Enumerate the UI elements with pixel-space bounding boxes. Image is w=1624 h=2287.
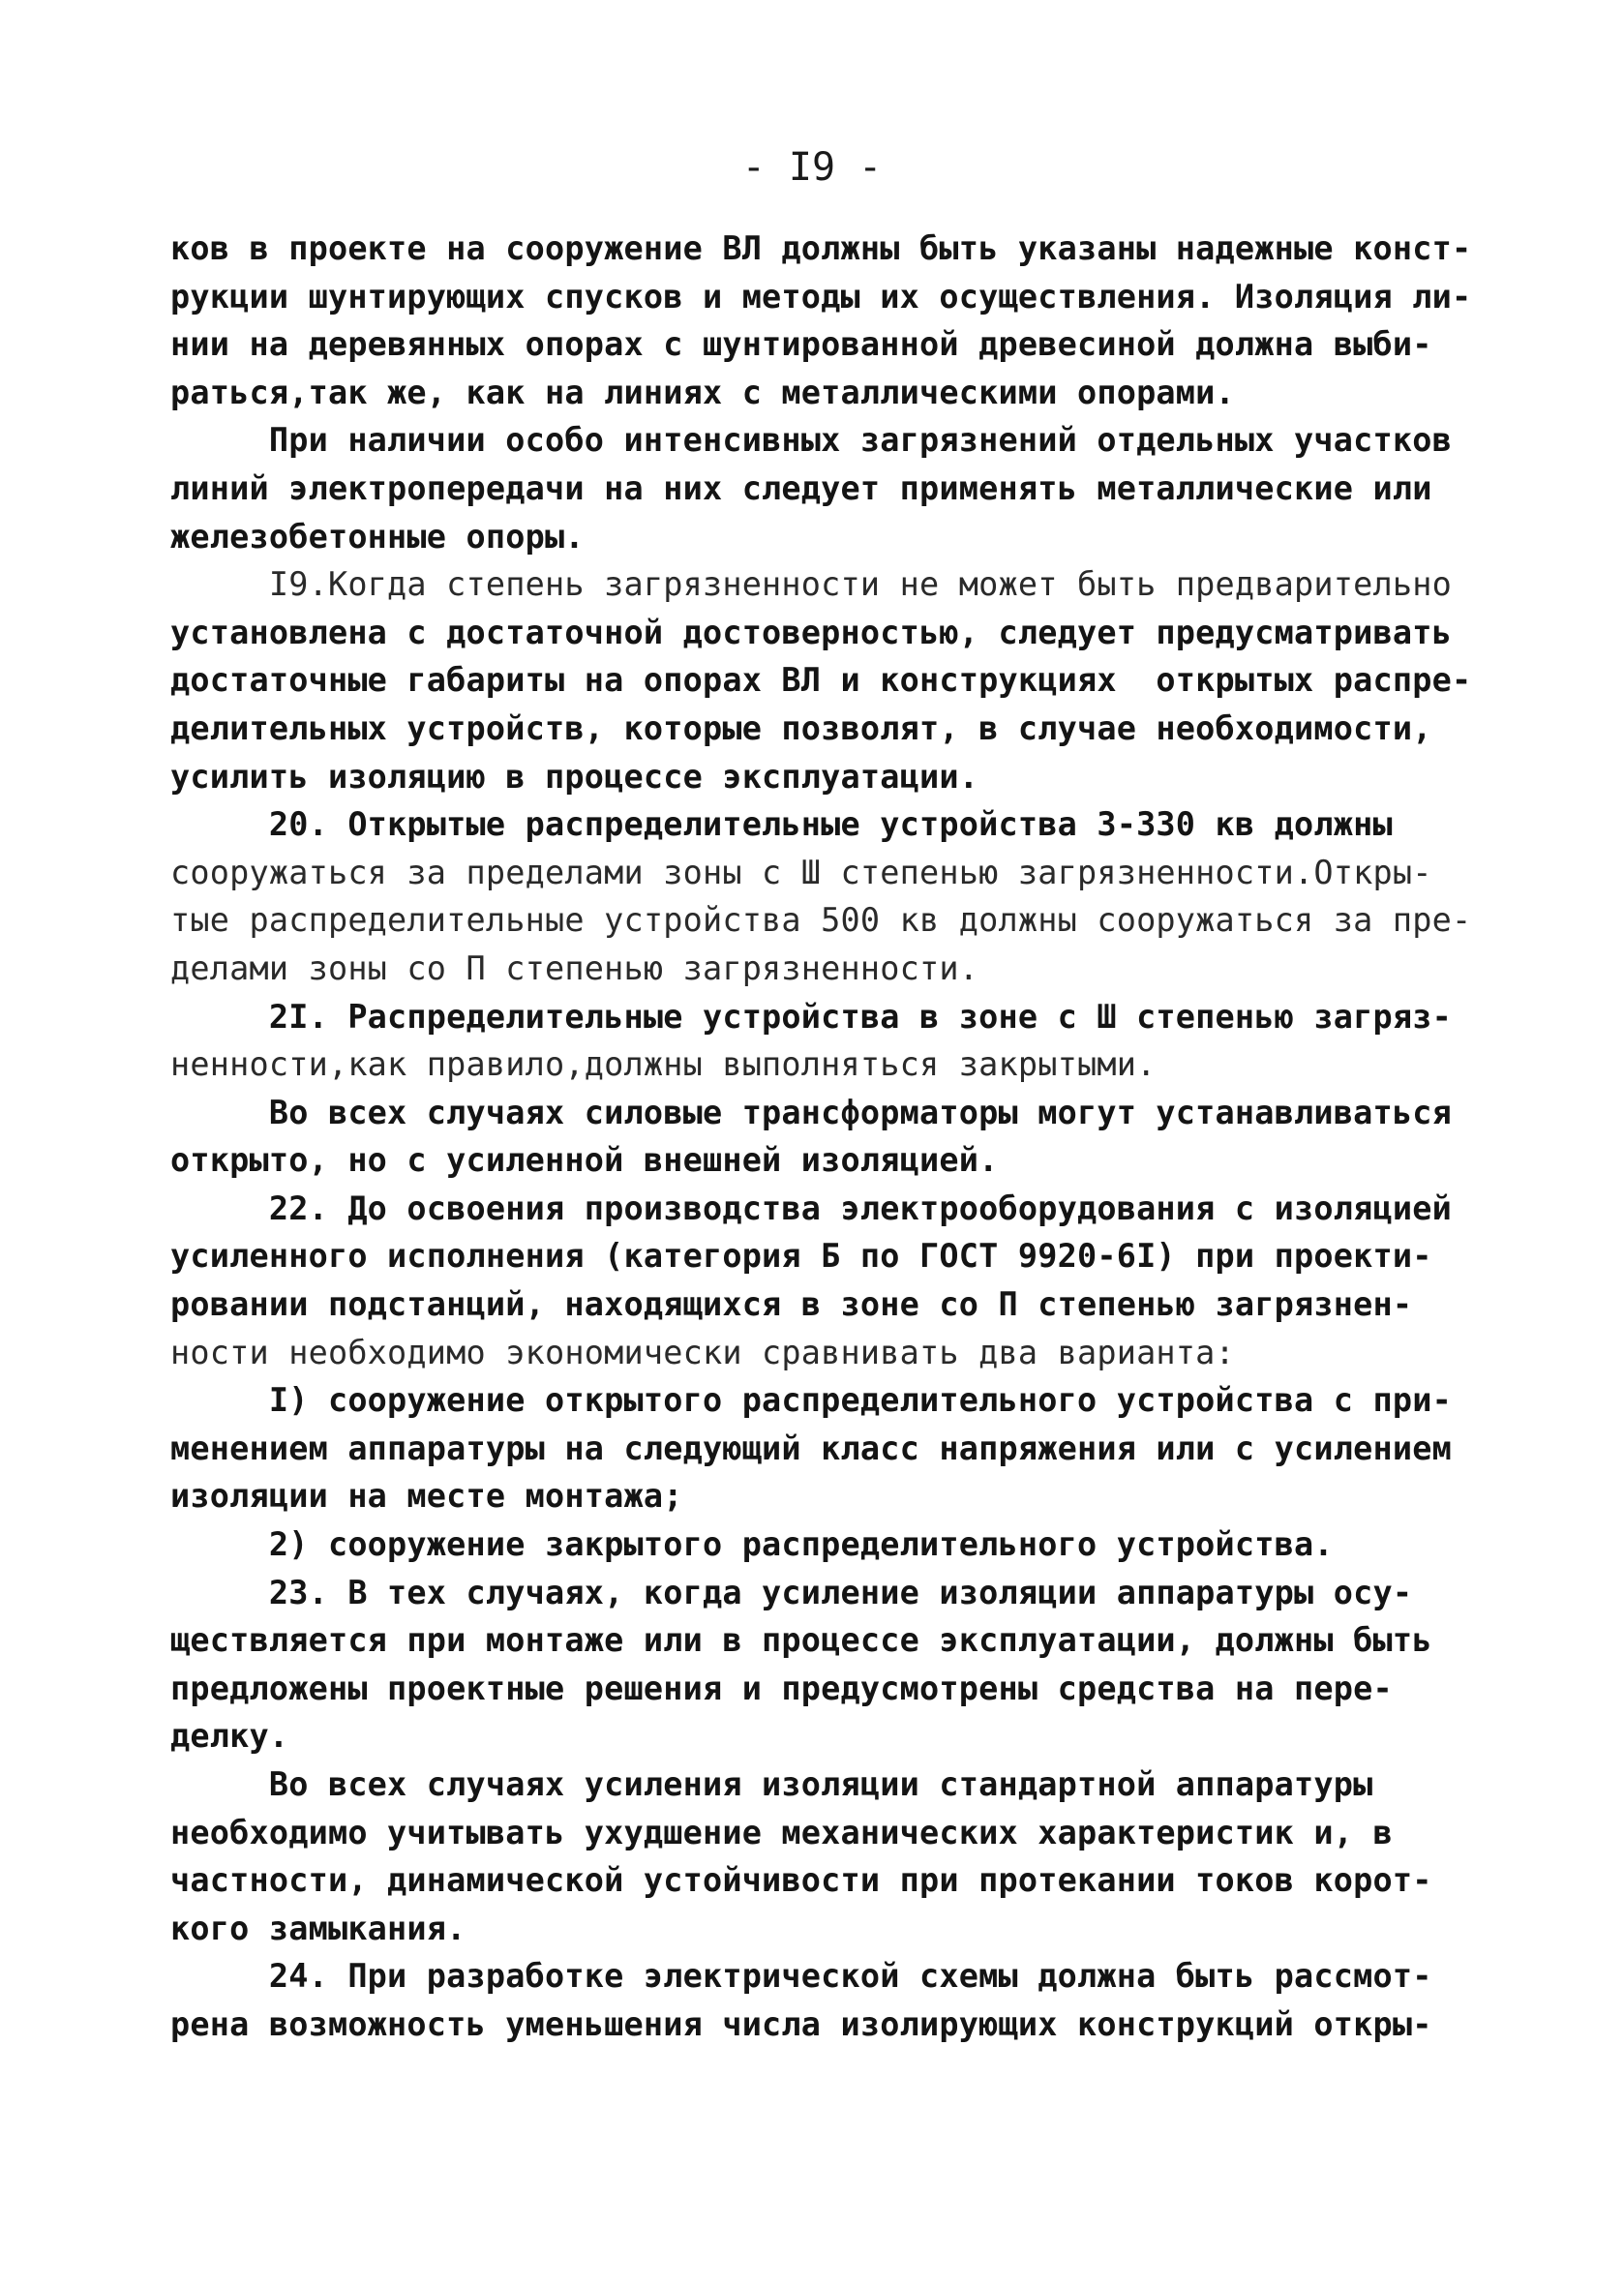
text-line: При наличии особо интенсивных загрязнений отдельных участков xyxy=(170,421,1452,460)
text-line: установлена с достаточной достоверностью, следует предусматривать xyxy=(170,613,1452,651)
text-line: рукции шунтирующих спусков и методы их осуществления. Изоляция ли- xyxy=(170,277,1472,316)
text-line: делку. xyxy=(170,1717,289,1756)
text-line: Во всех случаях усиления изоляции стандартной аппаратуры xyxy=(170,1765,1373,1803)
text-line: делами зоны со П степенью загрязненности. xyxy=(170,948,979,987)
text-line: делительных устройств, которые позволят, в случае необходимости, xyxy=(170,708,1432,747)
text-line: нии на деревянных опорах с шунтированной древесиной должна выби- xyxy=(170,325,1432,364)
text-line: I9.Когда степень загрязненности не может быть предварительно xyxy=(170,565,1452,604)
text-line: 22. До освоения производства электрооборудования с изоляцией xyxy=(170,1189,1452,1227)
text-line: 23. В тех случаях, когда усиление изоляции аппаратуры осу- xyxy=(170,1573,1413,1611)
text-line: кого замыкания. xyxy=(170,1909,466,1947)
text-line: частности, динамической устойчивости при протекании токов корот- xyxy=(170,1861,1432,1900)
text-line: усиленного исполнения (категория Б по ГОСТ 9920-6I) при проекти- xyxy=(170,1237,1432,1276)
text-line: раться,так же, как на линиях с металлическими опорами. xyxy=(170,373,1235,411)
text-line: 2I. Распределительные устройства в зоне с Ш степенью загряз- xyxy=(170,997,1452,1036)
text-line: 20. Открытые распределительные устройства 3-330 кв должны xyxy=(170,805,1393,844)
text-line: усилить изоляцию в процессе эксплуатации. xyxy=(170,757,979,796)
page-number: - I9 - xyxy=(741,145,883,190)
text-line: изоляции на месте монтажа; xyxy=(170,1477,683,1516)
text-line: железобетонные опоры. xyxy=(170,517,585,556)
text-line: сооружаться за пределами зоны с Ш степенью загрязненности.Откры- xyxy=(170,853,1432,891)
text-line: 24. При разработке электрической схемы должна быть рассмот- xyxy=(170,1957,1432,1996)
text-line: ков в проекте на сооружение ВЛ должны быть указаны надежные конст- xyxy=(170,229,1472,267)
text-line: достаточные габариты на опорах ВЛ и конструкциях открытых распре- xyxy=(170,661,1472,700)
text-line: ненности,как правило,должны выполняться закрытыми. xyxy=(170,1045,1157,1084)
text-line: Во всех случаях силовые трансформаторы могут устанавливаться xyxy=(170,1093,1452,1131)
text-line: менением аппаратуры на следующий класс напряжения или с усилением xyxy=(170,1429,1452,1467)
text-line: ществляется при монтаже или в процессе эксплуатации, должны быть xyxy=(170,1621,1432,1660)
text-line: тые распределительные устройства 500 кв должны сооружаться за пре- xyxy=(170,901,1472,940)
text-line: открыто, но с усиленной внешней изоляцией. xyxy=(170,1141,999,1180)
text-line: предложены проектные решения и предусмотрены средства на пере- xyxy=(170,1669,1393,1707)
text-line: ровании подстанций, находящихся в зоне со П степенью загрязнен- xyxy=(170,1285,1413,1324)
text-line: I) сооружение открытого распределительного устройства с при- xyxy=(170,1381,1452,1420)
text-line: необходимо учитывать ухудшение механических характеристик и, в xyxy=(170,1813,1393,1851)
text-line: ности необходимо экономически сравнивать два варианта: xyxy=(170,1333,1235,1371)
text-line: 2) сооружение закрытого распределительного устройства. xyxy=(170,1525,1334,1564)
text-line: рена возможность уменьшения числа изолирующих конструкций откры- xyxy=(170,2004,1432,2043)
document-text xyxy=(170,225,1487,2049)
text-line: линий электропередачи на них следует применять металлические или xyxy=(170,468,1432,507)
